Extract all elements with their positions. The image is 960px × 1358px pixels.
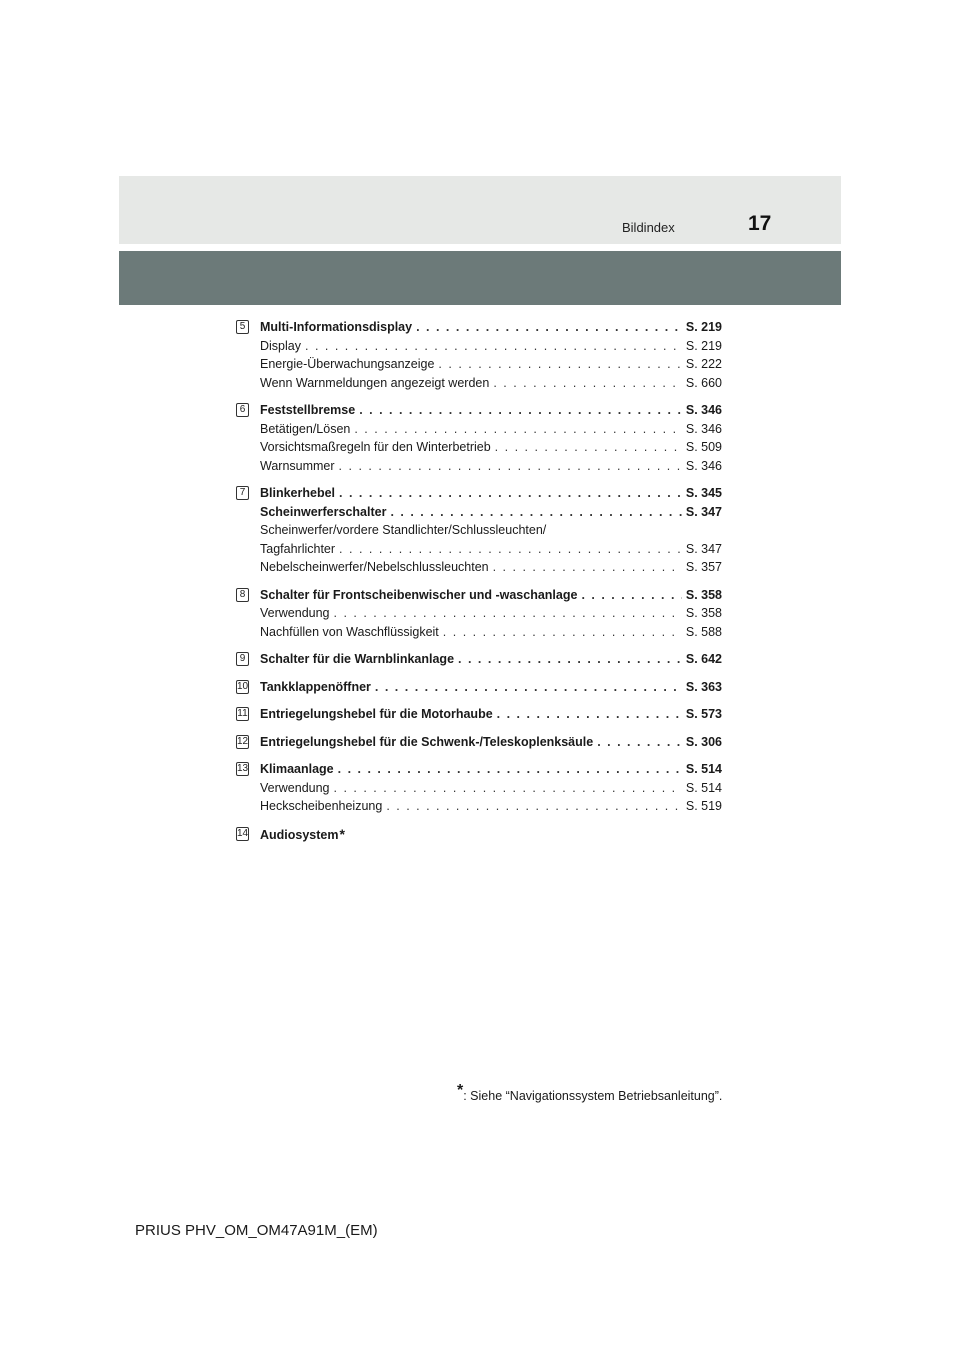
footnote-marker: * — [339, 825, 345, 842]
page-reference[interactable]: S. 346 — [685, 403, 722, 417]
index-entry-sub[interactable] — [260, 355, 722, 374]
dot-leader — [334, 779, 682, 798]
item-number-badge: 12 — [237, 735, 249, 747]
entry-label: Energie-Überwachungsanzeige — [260, 357, 435, 371]
index-group — [236, 705, 722, 724]
entry-label: Tagfahrlichter — [260, 541, 336, 556]
footnote — [457, 1082, 722, 1103]
dot-leader — [497, 705, 682, 724]
entry-label: Blinkerhebel — [260, 486, 336, 500]
footnote-text: : Siehe “Navigationssystem Betriebsanleitung”. — [463, 1089, 723, 1103]
index-group — [236, 318, 722, 392]
entry-label: Tankklappenöffner — [260, 679, 371, 694]
page-reference[interactable]: S. 306 — [685, 734, 722, 749]
dot-leader — [354, 420, 682, 439]
index-entry-sub[interactable] — [260, 797, 722, 816]
index-group — [236, 825, 722, 845]
item-number-badge: 6 — [236, 403, 249, 417]
page-reference[interactable]: S. 588 — [685, 624, 722, 639]
index-entry-sub[interactable] — [260, 558, 722, 577]
dot-leader — [443, 623, 682, 642]
page-reference[interactable]: S. 347 — [685, 541, 722, 556]
page-reference[interactable]: S. 345 — [685, 486, 722, 500]
index-entry-sub[interactable] — [260, 438, 722, 457]
page-reference[interactable]: S. 357 — [685, 560, 722, 574]
item-number-badge: 11 — [237, 708, 248, 719]
index-entry-main[interactable] — [260, 825, 722, 845]
index-entry-sub[interactable] — [260, 420, 722, 439]
page-reference[interactable]: S. 509 — [685, 440, 722, 454]
entry-label: Vorsichtsmaßregeln für den Winterbetrieb — [260, 440, 491, 454]
dot-leader — [339, 484, 682, 503]
page-reference[interactable]: S. 346 — [685, 421, 722, 436]
item-number-badge: 13 — [237, 763, 249, 774]
page-reference[interactable]: S. 219 — [685, 338, 722, 353]
page-reference[interactable]: S. 514 — [685, 780, 722, 795]
dot-leader — [416, 318, 682, 337]
page-reference[interactable]: S. 347 — [685, 504, 722, 519]
page-reference[interactable]: S. 346 — [685, 458, 722, 473]
index-entry-main[interactable] — [260, 760, 722, 779]
index-entry-sub[interactable] — [260, 374, 722, 393]
page-reference[interactable]: S. 519 — [685, 799, 722, 813]
entry-label: Wenn Warnmeldungen angezeigt werden — [260, 375, 490, 390]
entry-label: Betätigen/Lösen — [260, 421, 351, 436]
index-entry-main[interactable] — [260, 503, 722, 522]
item-number-badge: 10 — [237, 680, 249, 692]
item-number-badge: 5 — [236, 320, 249, 334]
entry-label: Heckscheibenheizung — [260, 799, 383, 813]
dot-leader — [386, 797, 682, 816]
index-group — [236, 401, 722, 475]
picture-index-list — [236, 318, 722, 844]
page-reference[interactable]: S. 642 — [685, 652, 722, 666]
index-entry-sub[interactable] — [260, 337, 722, 356]
header-band — [119, 176, 841, 244]
index-entry-sub[interactable] — [260, 457, 722, 476]
index-group — [236, 733, 722, 752]
entry-label: Warnsummer — [260, 458, 335, 473]
entry-label: Entriegelungshebel für die Schwenk-/Teleskoplenksäule — [260, 734, 594, 749]
entry-label: Nebelscheinwerfer/Nebelschlussleuchten — [260, 560, 489, 574]
page-reference[interactable]: S. 573 — [685, 707, 722, 721]
entry-label: Multi-Informationsdisplay — [260, 320, 413, 334]
index-entry-main[interactable] — [260, 678, 722, 697]
entry-label: Schalter für die Warnblinkanlage — [260, 652, 455, 666]
dot-leader — [597, 733, 682, 752]
header-bar — [119, 251, 841, 305]
index-entry-main[interactable] — [260, 401, 722, 420]
entry-label: Audiosystem — [260, 827, 339, 842]
index-entry-main[interactable] — [260, 484, 722, 503]
index-group — [236, 650, 722, 669]
dot-leader — [581, 586, 681, 605]
document-id: PRIUS PHV_OM_OM47A91M_(EM) — [135, 1222, 378, 1239]
dot-leader — [495, 438, 682, 457]
entry-label: Verwendung — [260, 780, 330, 795]
entry-label: Scheinwerfer/vordere Standlichter/Schlussleuchten/ — [260, 523, 547, 537]
entry-label: Verwendung — [260, 606, 330, 620]
page-reference[interactable]: S. 219 — [685, 320, 722, 334]
page-reference[interactable]: S. 358 — [685, 606, 722, 620]
page-number: 17 — [748, 212, 772, 235]
entry-label: Nachfüllen von Waschflüssigkeit — [260, 624, 439, 639]
dot-leader — [338, 760, 682, 779]
index-entry-sub[interactable] — [260, 521, 722, 540]
page-reference[interactable]: S. 363 — [685, 679, 722, 694]
index-entry-sub[interactable] — [260, 623, 722, 642]
dot-leader — [334, 604, 682, 623]
index-group — [236, 484, 722, 577]
entry-label: Display — [260, 338, 301, 353]
dot-leader — [375, 678, 682, 697]
item-number-badge: 8 — [236, 588, 249, 602]
entry-label: Scheinwerferschalter — [260, 504, 387, 519]
dot-leader — [339, 457, 682, 476]
dot-leader — [305, 337, 682, 356]
entry-label: Entriegelungshebel für die Motorhaube — [260, 707, 493, 721]
section-title: Bildindex — [622, 220, 675, 235]
index-group — [236, 760, 722, 816]
index-entry-main[interactable] — [260, 705, 722, 724]
dot-leader — [458, 650, 682, 669]
index-entry-sub[interactable] — [260, 779, 722, 798]
page-reference[interactable]: S. 660 — [685, 375, 722, 390]
item-number-badge: 9 — [236, 652, 249, 666]
dot-leader — [359, 401, 682, 420]
page-reference[interactable]: S. 514 — [685, 762, 722, 776]
dot-leader — [339, 540, 682, 559]
dot-leader — [493, 558, 682, 577]
dot-leader — [438, 355, 681, 374]
item-number-badge: 14 — [237, 827, 249, 839]
entry-label: Feststellbremse — [260, 403, 356, 417]
entry-label: Klimaanlage — [260, 762, 334, 776]
index-entry-main[interactable] — [260, 733, 722, 752]
index-entry-sub[interactable] — [260, 604, 722, 623]
index-entry-main[interactable] — [260, 318, 722, 337]
index-group — [236, 586, 722, 642]
page-reference[interactable]: S. 222 — [685, 357, 722, 371]
page-reference[interactable]: S. 358 — [685, 587, 722, 602]
item-number-badge: 7 — [236, 486, 249, 500]
entry-label: Schalter für Frontscheibenwischer und -waschanlage — [260, 587, 578, 602]
dot-leader — [493, 374, 682, 393]
index-group — [236, 678, 722, 697]
footnote-asterisk: * — [457, 1082, 464, 1099]
dot-leader — [390, 503, 681, 522]
index-entry-main[interactable] — [260, 586, 722, 605]
index-entry-main[interactable] — [260, 650, 722, 669]
index-entry-sub[interactable] — [260, 540, 722, 559]
